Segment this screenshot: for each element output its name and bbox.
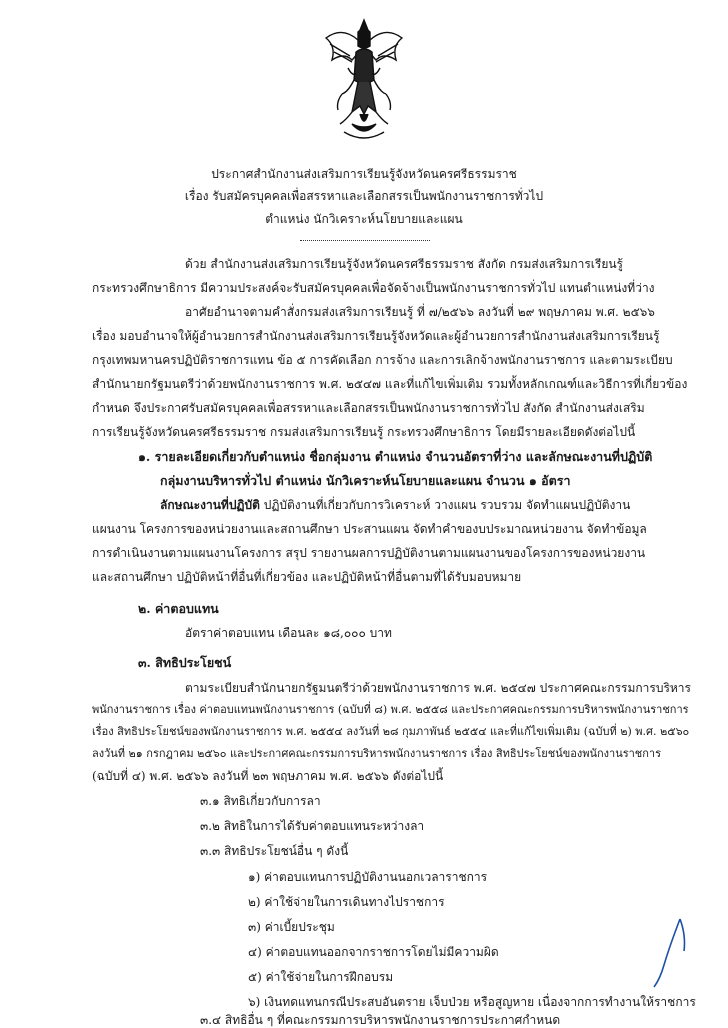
intro-line: อาศัยอำนาจตามคำสั่งกรมส่งเสริมการเรียนรู้ ที่ ๗/๒๕๖๖ ลงวันที่ ๒๙ พฤษภาคม พ.ศ. ๒๕๖๖ <box>185 305 655 319</box>
benefit-item: ๓.๔ สิทธิอื่น ๆ ที่คณะกรรมการบริหารพนักงานราชการประกาศกำหนด <box>200 1013 561 1027</box>
benefit-item: ๓.๓ สิทธิประโยชน์อื่น ๆ ดังนี้ <box>200 844 349 858</box>
benefit-line: ลงวันที่ ๒๑ กรกฎาคม ๒๕๖๐ และประกาศคณะกรรมการบริหารพนักงานราชการ เรื่อง สิทธิประโยชน์ของพนักงานราชการ <box>92 747 662 760</box>
duty-line: การดำเนินงานตามแผนงานโครงการ สรุป รายงานผลการปฏิบัติงานตามแผนงานของโครงการของหน่วยงาน <box>92 546 646 560</box>
benefit-subitem: ๒) ค่าใช้จ่ายในการเดินทางไปราชการ <box>248 895 445 909</box>
section1-group: กลุ่มงานบริหารทั่วไป ตำแหน่ง นักวิเคราะห์นโยบายและแผน จำนวน ๑ อัตรา <box>160 473 571 488</box>
benefit-line: เรื่อง สิทธิประโยชน์ของพนักงานราชการ พ.ศ. ๒๕๕๔ ลงวันที่ ๒๘ กุมภาพันธ์ ๒๕๕๔ และที่แก้ไขเพิ่มเติม (ฉบับที่ ๒) พ.ศ. ๒๕๖๐ <box>92 725 690 738</box>
benefit-subitem: ๕) ค่าใช้จ่ายในการฝึกอบรม <box>248 970 394 984</box>
announcement-position: ตำแหน่ง นักวิเคราะห์นโยบายและแผน <box>265 212 463 226</box>
intro-line: กำหนด จึงประกาศรับสมัครบุคคลเพื่อสรรหาและเลือกสรรเป็นพนักงานราชการทั่วไป สังกัด สำนักงานส่งเสริม <box>92 401 645 415</box>
intro-line: กรุงเทพมหานครปฏิบัติราชการแทน ข้อ ๕ การคัดเลือก การจ้าง และการเลิกจ้างพนักงานราชการ และตามระเบียบ <box>92 353 673 367</box>
benefit-line: ตามระเบียบสำนักนายกรัฐมนตรีว่าด้วยพนักงานราชการ พ.ศ. ๒๕๔๗ ประกาศคณะกรรมการบริหาร <box>185 681 691 695</box>
benefit-line: พนักงานราชการ เรื่อง ค่าตอบแทนพนักงานราชการ (ฉบับที่ ๘) พ.ศ. ๒๕๕๘ และประกาศคณะกรรมการบริหารพนักงานราชการ <box>92 703 689 716</box>
section3-heading: ๓. สิทธิประโยชน์ <box>138 655 232 670</box>
section2-heading: ๒. ค่าตอบแทน <box>138 601 219 616</box>
intro-line: ด้วย สำนักงานส่งเสริมการเรียนรู้จังหวัดนครศรีธรรมราช สังกัด กรมส่งเสริมการเรียนรู้ <box>185 257 624 271</box>
divider <box>300 240 430 241</box>
intro-line: เรื่อง มอบอำนาจให้ผู้อำนวยการสำนักงานส่งเสริมการเรียนรู้จังหวัดและผู้อำนวยการสำนักงานส่งเสริมการเรียนรู้ <box>92 329 660 343</box>
duty-label: ลักษณะงานที่ปฏิบัติ <box>160 498 260 512</box>
benefit-item: ๓.๑ สิทธิเกี่ยวกับการลา <box>200 794 321 808</box>
intro-line: การเรียนรู้จังหวัดนครศรีธรรมราช กรมส่งเสริมการเรียนรู้ กระทรวงศึกษาธิการ โดยมีรายละเอียดดังต่อไปนี้ <box>92 425 636 439</box>
salary-text: อัตราค่าตอบแทน เดือนละ ๑๘,๐๐๐ บาท <box>185 626 392 640</box>
announcement-subject: เรื่อง รับสมัครบุคคลเพื่อสรรหาและเลือกสรรเป็นพนักงานราชการทั่วไป <box>184 189 544 203</box>
garuda-emblem-icon <box>322 16 406 148</box>
signature-mark <box>640 915 700 995</box>
section1-duty <box>160 497 630 513</box>
benefit-item: ๓.๒ สิทธิในการได้รับค่าตอบแทนระหว่างลา <box>200 819 425 833</box>
duty-line: แผนงาน โครงการของหน่วยงานและสถานศึกษา ประสานแผน จัดทำคำของบประมาณหน่วยงาน จัดทำข้อมูล <box>92 522 647 536</box>
benefit-subitem: ๑) ค่าตอบแทนการปฏิบัติงานนอกเวลาราชการ <box>248 870 488 884</box>
announcement-title: ประกาศสำนักงานส่งเสริมการเรียนรู้จังหวัดนครศรีธรรมราช <box>211 167 517 181</box>
benefit-subitem: ๓) ค่าเบี้ยประชุม <box>248 920 335 934</box>
intro-line: สำนักนายกรัฐมนตรีว่าด้วยพนักงานราชการ พ.ศ. ๒๕๔๗ และที่แก้ไขเพิ่มเติม รวมทั้งหลักเกณฑ์และวิธีการที่เกี่ยวข้อง <box>92 377 688 391</box>
intro-line: กระทรวงศึกษาธิการ มีความประสงค์จะรับสมัครบุคคลเพื่อจัดจ้างเป็นพนักงานราชการทั่วไป แทนตำแหน่งที่ว่าง <box>92 281 655 295</box>
benefit-subitem: ๔) ค่าตอบแทนออกจากราชการโดยไม่มีความผิด <box>248 945 499 959</box>
benefit-line: (ฉบับที่ ๔) พ.ศ. ๒๕๖๖ ลงวันที่ ๒๓ พฤษภาคม พ.ศ. ๒๕๖๖ ดังต่อไปนี้ <box>92 769 444 783</box>
duty-text: ปฏิบัติงานที่เกี่ยวกับการวิเคราะห์ วางแผน รวบรวม จัดทำแผนปฏิบัติงาน <box>259 498 631 512</box>
section1-heading: ๑. รายละเอียดเกี่ยวกับตำแหน่ง ชื่อกลุ่มงาน ตำแหน่ง จำนวนอัตราที่ว่าง และลักษณะงานที่ปฏิบัติ <box>138 449 653 464</box>
benefit-subitem: ๖) เงินทดแทนกรณีประสบอันตราย เจ็บป่วย หรือสูญหาย เนื่องจากการทำงานให้ราชการ <box>248 995 696 1009</box>
duty-line: และสถานศึกษา ปฏิบัติหน้าที่อื่นที่เกี่ยวข้อง และปฏิบัติหน้าที่อื่นตามที่ได้รับมอบหมาย <box>92 570 522 584</box>
